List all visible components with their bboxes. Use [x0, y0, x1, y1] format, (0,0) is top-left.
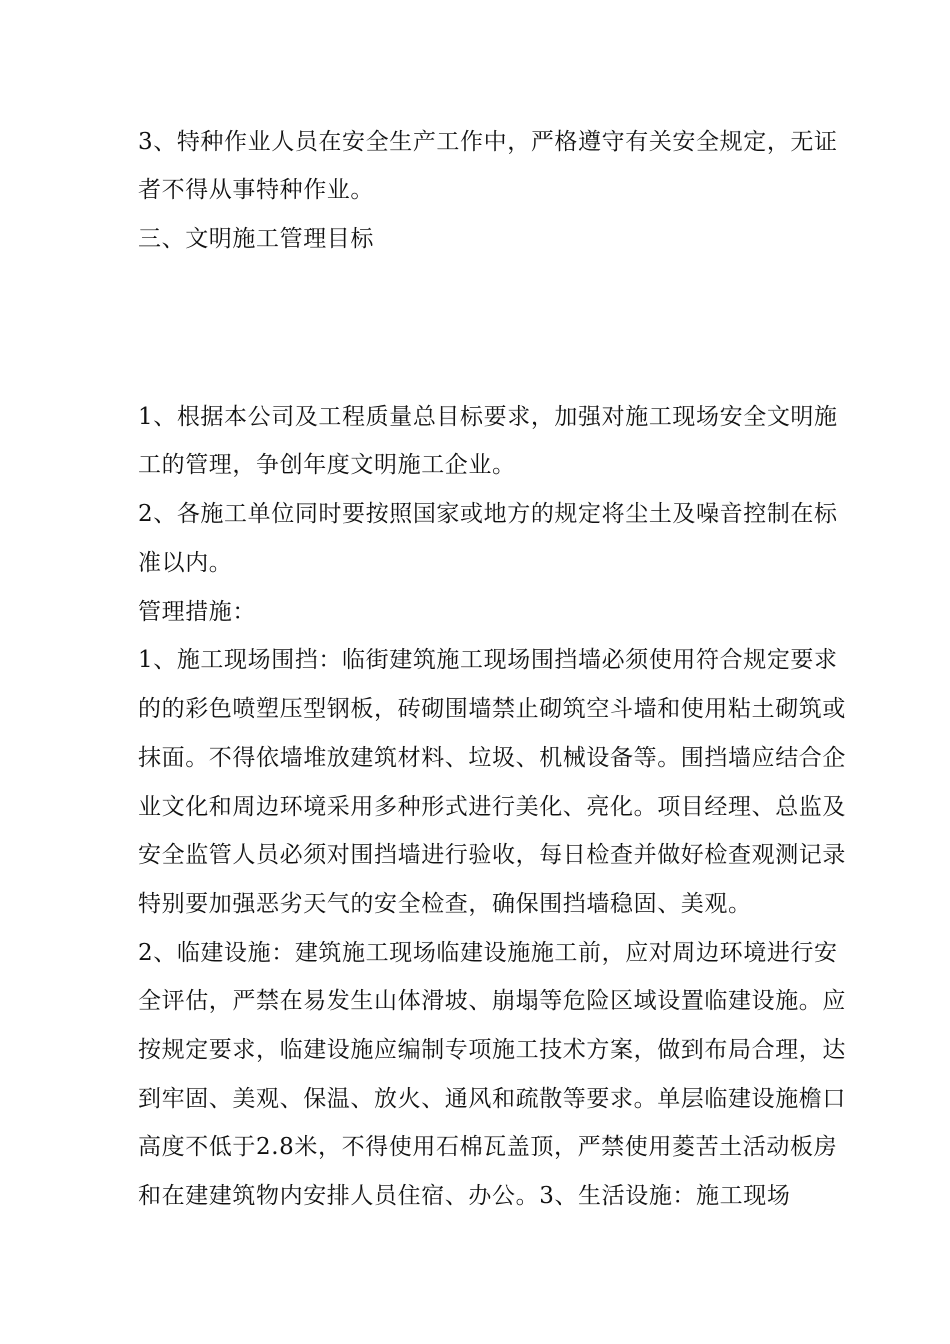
- text-line: 安全监管人员必须对围挡墙进行验收，每日检查并做好检查观测记录: [138, 842, 846, 868]
- text-line: 的的彩色喷塑压型钢板，砖砌围墙禁止砌筑空斗墙和使用粘土砌筑或: [138, 696, 846, 722]
- section-heading: 三、文明施工管理目标: [138, 226, 374, 252]
- text-line: 按规定要求，临建设施应编制专项施工技术方案，做到布局合理，达: [138, 1037, 846, 1063]
- text-line: 准以内。: [138, 550, 233, 576]
- text-line: 1、根据本公司及工程质量总目标要求，加强对施工现场安全文明施: [138, 404, 838, 430]
- text-line: 业文化和周边环境采用多种形式进行美化、亮化。项目经理、总监及: [138, 794, 846, 820]
- text-line: 和在建建筑物内安排人员住宿、办公。3、生活设施：施工现场: [138, 1183, 791, 1209]
- text-line: 特别要加强恶劣天气的安全检查，确保围挡墙稳固、美观。: [138, 891, 752, 917]
- text-line: 到牢固、美观、保温、放火、通风和疏散等要求。单层临建设施檐口: [138, 1086, 846, 1112]
- text-line: 抹面。不得依墙堆放建筑材料、垃圾、机械设备等。围挡墙应结合企: [138, 745, 846, 771]
- text-line: 全评估，严禁在易发生山体滑坡、崩塌等危险区域设置临建设施。应: [138, 988, 846, 1014]
- text-line: 者不得从事特种作业。: [138, 177, 374, 203]
- text-line: 高度不低于2.8米，不得使用石棉瓦盖顶，严禁使用菱苦土活动板房: [138, 1134, 838, 1160]
- text-line: 3、特种作业人员在安全生产工作中，严格遵守有关安全规定，无证: [138, 129, 838, 155]
- text-line: 2、临建设施：建筑施工现场临建设施施工前，应对周边环境进行安: [138, 940, 838, 966]
- text-line: 工的管理，争创年度文明施工企业。: [138, 452, 516, 478]
- text-line: 2、各施工单位同时要按照国家或地方的规定将尘土及噪音控制在标: [138, 501, 838, 527]
- subheading: 管理措施：: [138, 599, 256, 625]
- text-line: 1、施工现场围挡：临街建筑施工现场围挡墙必须使用符合规定要求: [138, 647, 838, 673]
